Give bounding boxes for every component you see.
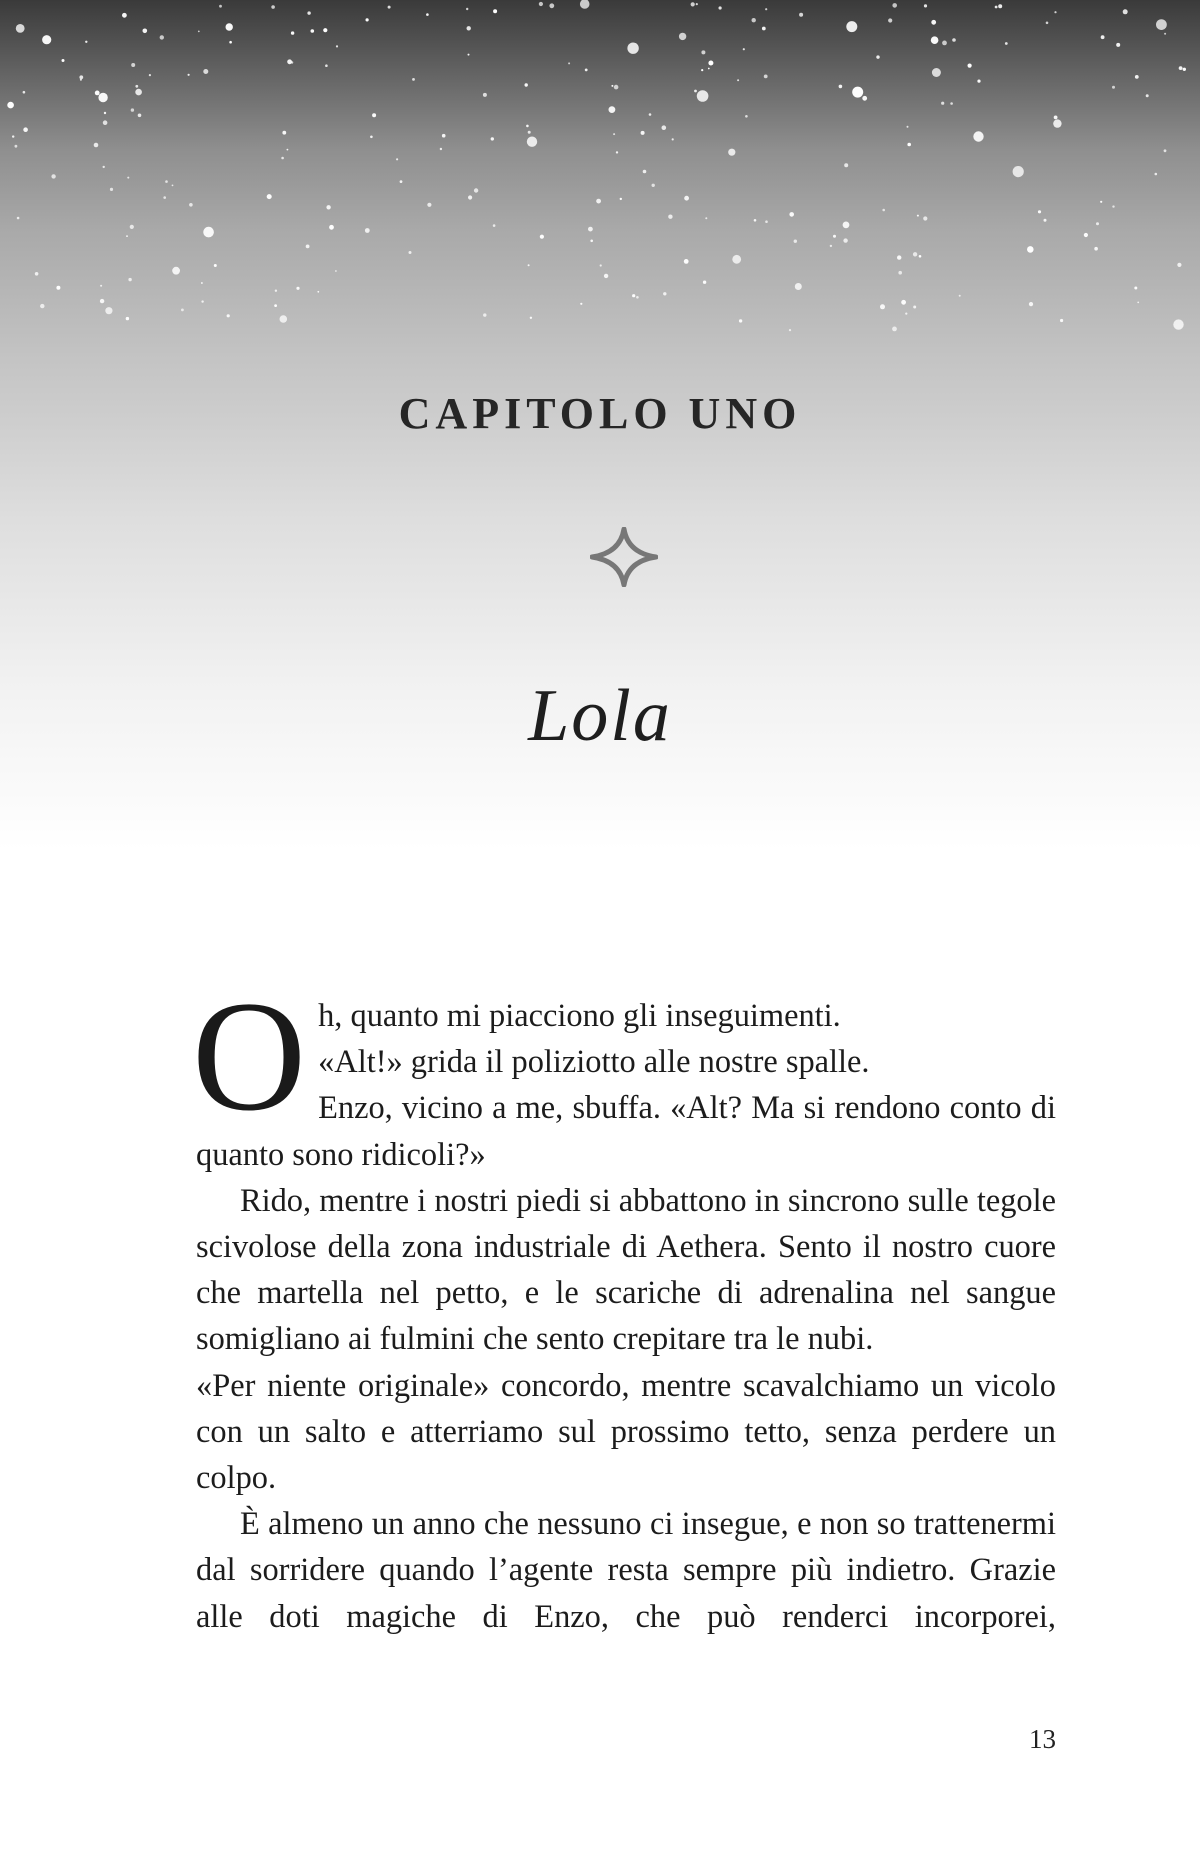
star-dot	[737, 79, 739, 81]
star-dot	[126, 317, 129, 320]
star-dot	[100, 299, 104, 303]
star-dot	[442, 134, 446, 138]
star-dot	[396, 158, 398, 160]
star-dot	[105, 307, 112, 314]
star-dot	[833, 235, 836, 238]
star-dot	[745, 115, 748, 118]
star-dot	[291, 61, 293, 63]
star-dot	[280, 315, 288, 323]
star-dot	[307, 11, 310, 14]
opening-line: h, quanto mi piacciono gli inseguimenti.	[318, 998, 841, 1034]
star-dot	[973, 131, 983, 141]
star-dot	[201, 282, 203, 284]
star-dot	[728, 149, 735, 156]
star-dot	[540, 235, 544, 239]
star-dot	[1177, 263, 1181, 267]
star-dot	[1096, 222, 1099, 225]
star-dot	[128, 278, 131, 281]
star-dot	[94, 143, 99, 148]
star-dot	[282, 131, 286, 135]
star-dot	[752, 18, 756, 22]
star-dot	[143, 29, 148, 34]
star-dot	[12, 135, 14, 137]
star-dot	[35, 272, 39, 276]
star-dot	[227, 314, 230, 317]
star-dot	[267, 194, 272, 199]
star-dot	[271, 5, 275, 9]
star-dot	[905, 313, 907, 315]
star-dot	[163, 196, 166, 199]
star-dot	[913, 252, 917, 256]
star-dot	[483, 313, 486, 316]
star-dot	[323, 28, 327, 32]
star-dot	[1005, 42, 1008, 45]
star-dot	[952, 38, 956, 42]
star-dot	[923, 216, 927, 220]
four-point-star-icon	[590, 527, 658, 587]
star-dot	[616, 151, 618, 153]
star-dot	[795, 283, 802, 290]
star-dot	[876, 55, 879, 58]
star-dot	[17, 217, 20, 220]
star-dot	[281, 157, 284, 160]
star-dot	[1100, 201, 1102, 203]
star-dot	[839, 85, 843, 89]
star-dot	[370, 136, 373, 139]
star-dot	[600, 264, 602, 266]
star-dot	[697, 90, 709, 102]
star-dot	[862, 96, 867, 101]
star-dot	[696, 3, 698, 5]
star-dot	[919, 255, 922, 258]
star-dot	[539, 2, 543, 6]
star-dot	[764, 75, 768, 79]
star-dot	[892, 3, 897, 8]
star-dot	[226, 23, 233, 30]
star-dot	[1164, 33, 1166, 35]
star-dot	[892, 327, 897, 332]
star-dot	[931, 20, 936, 25]
star-dot	[474, 188, 478, 192]
star-dot	[830, 245, 832, 247]
star-dot	[110, 188, 113, 191]
star-dot	[907, 126, 909, 128]
star-dot	[100, 285, 102, 287]
star-dot	[214, 264, 217, 267]
star-dot	[412, 78, 415, 81]
star-dot	[663, 292, 666, 295]
star-dot	[844, 163, 848, 167]
star-dot	[1044, 219, 1047, 222]
star-dot	[40, 304, 44, 308]
star-dot	[219, 5, 222, 8]
star-dot	[427, 203, 431, 207]
star-dot	[898, 271, 902, 275]
star-dot	[684, 196, 689, 201]
star-dot	[897, 255, 901, 259]
star-dot	[291, 31, 294, 34]
star-dot	[528, 131, 531, 134]
star-dot	[138, 114, 142, 118]
star-dot	[409, 251, 412, 254]
star-dot	[440, 148, 442, 150]
star-dot	[614, 85, 619, 90]
star-dot	[103, 120, 108, 125]
paragraph: «Alt!» grida il poliziotto alle nostre spalle.	[318, 1044, 870, 1081]
star-dot	[42, 35, 51, 44]
star-dot	[1179, 66, 1183, 70]
star-dot	[1029, 302, 1033, 306]
star-dot	[1135, 75, 1139, 79]
star-dot	[708, 61, 713, 66]
star-dot	[160, 35, 164, 39]
star-dot	[198, 31, 200, 33]
star-dot	[672, 138, 674, 140]
star-dot	[388, 6, 391, 9]
star-dot	[530, 317, 532, 319]
star-dot	[765, 8, 767, 10]
star-dot	[668, 215, 672, 219]
star-dot	[691, 2, 695, 6]
star-dot	[843, 222, 850, 229]
star-dot	[104, 112, 106, 114]
star-dot	[1137, 302, 1139, 304]
star-dot	[274, 304, 277, 307]
star-dot	[1060, 319, 1063, 322]
star-dot	[708, 68, 710, 70]
star-dot	[942, 41, 947, 46]
star-dot	[568, 62, 570, 64]
star-dot	[365, 228, 370, 233]
star-dot	[188, 74, 190, 76]
star-dot	[649, 113, 652, 116]
star-dot	[131, 63, 135, 67]
star-dot	[16, 24, 25, 33]
star-dot	[287, 149, 289, 151]
star-dot	[580, 0, 590, 9]
star-dot	[135, 85, 138, 88]
star-dot	[127, 177, 129, 179]
star-dot	[62, 59, 65, 62]
star-dot	[846, 21, 857, 32]
star-dot	[23, 127, 28, 132]
star-dot	[590, 240, 593, 243]
star-dot	[907, 143, 911, 147]
star-dot	[483, 93, 487, 97]
star-dot	[580, 303, 582, 305]
star-dot	[931, 36, 939, 44]
star-dot	[852, 87, 863, 98]
star-dot	[1101, 35, 1105, 39]
star-dot	[843, 238, 847, 242]
star-dot	[326, 205, 330, 209]
star-dot	[15, 145, 18, 148]
star-dot	[789, 329, 791, 331]
star-dot	[126, 235, 128, 237]
star-dot	[632, 294, 635, 297]
star-dot	[172, 185, 174, 187]
page-number: 13	[1029, 1724, 1056, 1754]
star-dot	[296, 287, 299, 290]
star-dot	[679, 33, 686, 40]
star-dot	[705, 217, 707, 219]
star-dot	[527, 137, 537, 147]
star-dot	[306, 245, 310, 249]
star-dot	[149, 74, 151, 76]
star-dot	[336, 45, 338, 47]
star-dot	[80, 79, 82, 81]
star-dot	[165, 180, 168, 183]
star-dot	[794, 240, 797, 243]
star-dot	[1116, 43, 1120, 47]
star-dot	[585, 69, 588, 72]
star-dot	[762, 27, 766, 31]
star-dot	[932, 68, 941, 77]
star-dot	[493, 224, 496, 227]
star-dot	[493, 9, 497, 13]
star-dot	[1027, 246, 1034, 253]
body-text	[192, 969, 1056, 1640]
star-dot	[1053, 119, 1061, 127]
star-dot	[739, 319, 742, 322]
star-dot	[636, 296, 639, 299]
star-dot	[1156, 19, 1167, 30]
star-dot	[701, 69, 703, 71]
star-dot	[882, 209, 885, 212]
star-dot	[913, 306, 916, 309]
star-dot	[1112, 205, 1114, 207]
star-dot	[122, 13, 127, 18]
star-dot	[968, 64, 972, 68]
star-dot	[641, 131, 645, 135]
star-dot	[181, 309, 184, 312]
star-dot	[917, 215, 919, 217]
star-dot	[998, 4, 1002, 8]
star-dot	[924, 4, 927, 7]
star-dot	[652, 184, 655, 187]
star-dot	[103, 166, 105, 168]
star-dot	[977, 80, 980, 83]
star-dot	[98, 93, 107, 102]
star-dot	[995, 6, 998, 9]
star-dot	[959, 295, 961, 297]
star-dot	[880, 304, 885, 309]
star-dot	[765, 220, 768, 223]
star-dot	[1134, 287, 1137, 290]
star-dot	[1038, 210, 1041, 213]
star-dot	[172, 267, 180, 275]
star-dot	[528, 264, 530, 266]
star-dot	[1054, 116, 1058, 120]
star-dot	[329, 225, 334, 230]
star-dot	[95, 91, 100, 96]
star-dot	[426, 13, 429, 16]
paragraph: «Per niente originale» concordo, mentre scavalchiamo un vicolo con un salto e atterriamo sul prossimo tetto, senza perdere un colpo.	[196, 1367, 1056, 1497]
star-dot	[901, 300, 906, 305]
star-dot	[1046, 22, 1049, 25]
star-dot	[372, 113, 376, 117]
star-dot	[643, 170, 647, 174]
paragraph: Enzo, vicino a me, sbuffa. «Alt? Ma si rendono conto di quanto sono ridicoli?»	[196, 1090, 1056, 1173]
stars-decoration	[0, 0, 1200, 360]
star-dot	[1054, 11, 1056, 13]
star-dot	[317, 291, 319, 293]
star-dot	[754, 219, 757, 222]
star-dot	[23, 91, 26, 94]
star-dot	[684, 259, 689, 264]
star-dot	[229, 41, 232, 44]
star-dot	[1013, 166, 1024, 177]
star-dot	[701, 50, 705, 54]
star-dot	[1146, 94, 1149, 97]
star-dot	[799, 13, 803, 17]
star-dot	[189, 203, 193, 207]
star-dot	[1173, 319, 1183, 329]
star-dot	[609, 106, 616, 113]
star-dot	[79, 75, 83, 79]
star-dot	[468, 195, 472, 199]
star-dot	[1183, 68, 1186, 71]
chapter-title: Lola	[528, 675, 672, 757]
star-dot	[311, 29, 315, 33]
star-dot	[366, 18, 369, 21]
star-dot	[719, 6, 722, 9]
star-dot	[1164, 149, 1167, 152]
star-dot	[604, 274, 608, 278]
star-dot	[526, 125, 529, 128]
star-dot	[325, 64, 328, 67]
star-dot	[662, 125, 667, 130]
star-dot	[743, 48, 745, 50]
star-dot	[613, 133, 615, 135]
star-dot	[203, 227, 214, 238]
star-dot	[201, 300, 203, 302]
star-dot	[51, 174, 55, 178]
paragraph: Rido, mentre i nostri piedi si abbattono in sincrono sulle tegole scivolose della zona industriale di Aethera. Sento il nostro cuore che martella nel petto, e le scariche di adrenalina nel sangue somigliano ai fulmini che sento crepitare tra le nubi.	[196, 1182, 1056, 1358]
star-dot	[56, 286, 60, 290]
star-dot	[611, 85, 613, 87]
star-dot	[950, 102, 953, 105]
star-dot	[275, 290, 277, 292]
star-dot	[549, 3, 554, 8]
star-dot	[694, 90, 697, 93]
star-dot	[131, 108, 134, 111]
star-dot	[620, 198, 622, 200]
star-dot	[7, 102, 14, 109]
star-dot	[468, 54, 470, 56]
star-dot	[130, 225, 134, 229]
chapter-label: CAPITOLO UNO	[398, 389, 802, 438]
star-dot	[466, 8, 468, 10]
star-dot	[85, 41, 87, 43]
star-dot	[1155, 173, 1158, 176]
star-dot	[467, 26, 471, 30]
star-dot	[596, 199, 601, 204]
star-dot	[588, 227, 593, 232]
star-dot	[203, 69, 208, 74]
star-dot	[1084, 233, 1088, 237]
star-dot	[789, 212, 794, 217]
star-dot	[1112, 86, 1115, 89]
star-dot	[491, 137, 494, 140]
star-dot	[400, 180, 403, 183]
paragraph: È almeno un anno che nessuno ci insegue, e non so trattenermi dal sorridere quando l’agente resta sempre più indietro. Grazie alle doti magiche di Enzo, che può renderci incorporei,	[196, 1506, 1056, 1635]
star-dot	[335, 270, 337, 272]
star-dot	[888, 18, 892, 22]
star-dot	[135, 89, 142, 96]
star-dot	[732, 255, 741, 264]
star-dot	[703, 281, 706, 284]
star-dot	[941, 102, 944, 105]
star-dot	[1094, 247, 1098, 251]
star-dot	[525, 83, 528, 86]
star-dot	[1123, 9, 1128, 14]
drop-cap: O	[192, 969, 307, 1144]
star-dot	[627, 43, 638, 54]
